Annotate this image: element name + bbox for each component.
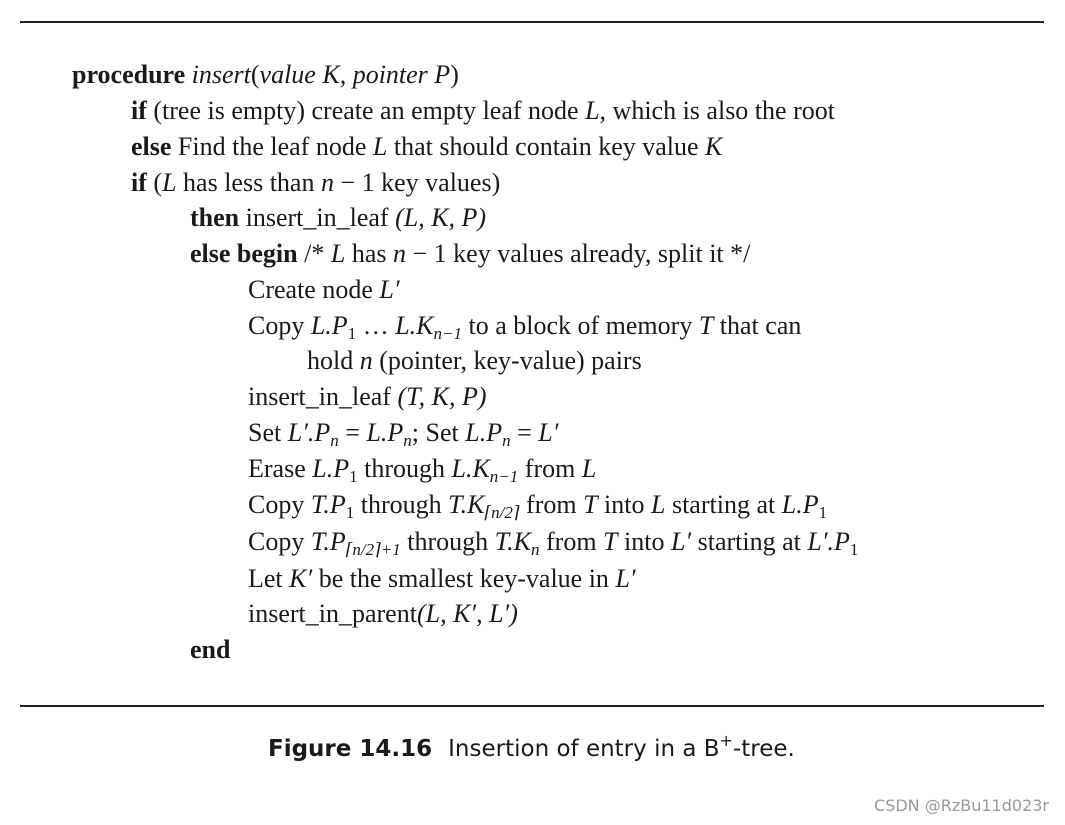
line-if-empty: if (tree is empty) create an empty leaf node L, which is also the root xyxy=(131,96,835,125)
line-create-node: Create node L′ xyxy=(248,275,400,304)
line-else-begin: else begin /* L has n − 1 key values already, split it */ xyxy=(190,239,751,268)
line-hold-pairs: hold n (pointer, key-value) pairs xyxy=(307,346,642,375)
watermark: CSDN @RzBu11d023r xyxy=(874,796,1049,815)
line-else-find: else Find the leaf node L that should contain key value K xyxy=(131,132,723,161)
line-then: then insert_in_leaf (L, K, P) xyxy=(190,203,487,232)
bottom-rule xyxy=(20,705,1044,707)
line-set-pointers: Set $L'.P_n = L.P_n$; Set $L.P_n = L'$ xyxy=(248,418,559,450)
caption-text-end: -tree. xyxy=(732,736,795,762)
caption-superscript: + xyxy=(719,731,733,750)
line-let-k-prime: Let K′ be the smallest key-value in L′ xyxy=(248,564,636,593)
line-copy-block: Copy $L.P_1$ … $L.K_{n-1}$ to a block of memory T that can xyxy=(248,311,802,343)
line-erase: Erase $L.P_1$ through $L.K_{n-1}$ from L xyxy=(248,454,597,486)
figure-caption xyxy=(268,731,795,764)
line-insert-in-parent: insert_in_parent(L, K′, L′) xyxy=(248,599,518,628)
figure-label: Figure 14.16 xyxy=(268,736,433,762)
line-procedure: procedure insert(value K, pointer P) xyxy=(72,60,459,89)
line-end: end xyxy=(190,635,231,664)
top-rule xyxy=(20,21,1044,23)
line-copy-second-half: Copy $T.P_{⌈n/2⌉+1}$ through $T.K_n$ from T into L′ starting at $L'.P_1$ xyxy=(248,527,859,559)
line-copy-first-half: Copy $T.P_1$ through $T.K_{⌈n/2⌉}$ from T into L starting at $L.P_1$ xyxy=(248,490,828,522)
line-insert-in-leaf-t: insert_in_leaf (T, K, P) xyxy=(248,382,487,411)
caption-text: Insertion of entry in a B xyxy=(448,736,720,762)
line-if-less: if (L has less than n − 1 key values) xyxy=(131,168,501,197)
